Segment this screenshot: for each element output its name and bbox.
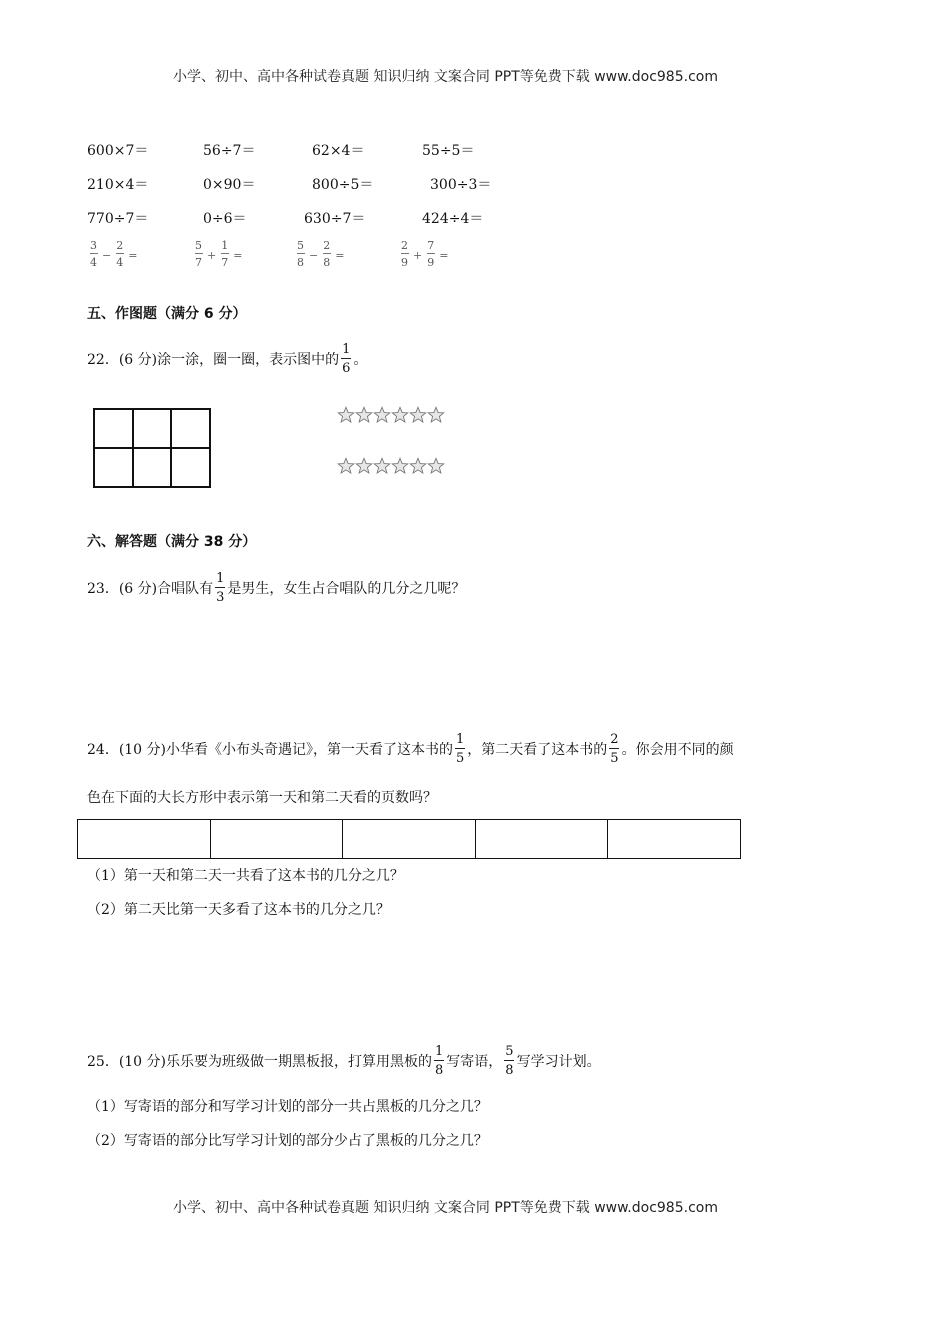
section-title: 六、解答题（满分 38 分） (87, 534, 257, 550)
grid-cell[interactable] (171, 448, 210, 487)
star-icon (409, 457, 427, 475)
shading-grid[interactable] (93, 408, 211, 488)
calc-item: 770÷7＝ (87, 211, 149, 227)
star-row (337, 457, 445, 475)
star-icon (373, 457, 391, 475)
question-25: 25．(10 分)乐乐要为班级做一期黑板报，打算用黑板的 $\frac{1}{8}$ 写寄语， $\frac{5}{8}$ 写学习计划。 (87, 1044, 601, 1078)
page-footer: 小学、初中、高中各种试卷真题 知识归纳 文案合同 PPT等免费下载 www.doc985.com (173, 1200, 718, 1216)
calc-item: 56÷7＝ (203, 143, 256, 159)
sub-question: （2）写寄语的部分比写学习计划的部分少占了黑板的几分之几？ (87, 1133, 488, 1149)
star-icon (355, 457, 373, 475)
grid-cell[interactable] (94, 409, 133, 448)
fraction-expression: $\frac{5}{7}$ + $\frac{1}{7}$ = (195, 239, 243, 269)
star-row (337, 406, 445, 424)
star-icon (355, 406, 373, 424)
calc-item: 600×7＝ (87, 143, 149, 159)
book-rectangle[interactable] (77, 819, 741, 859)
calc-item: 62×4＝ (312, 143, 365, 159)
star-icon (373, 406, 391, 424)
rectangle-segment[interactable] (476, 820, 609, 858)
calc-item: 55÷5＝ (422, 143, 475, 159)
grid-cell[interactable] (133, 448, 172, 487)
star-icon (391, 406, 409, 424)
star-icon (409, 406, 427, 424)
calc-item: 424÷4＝ (422, 211, 484, 227)
star-icon (337, 457, 355, 475)
calc-item: 0×90＝ (203, 177, 256, 193)
grid-cell[interactable] (133, 409, 172, 448)
section-title: 五、作图题（满分 6 分） (87, 306, 247, 322)
star-icon (427, 457, 445, 475)
sub-question: （2）第二天比第一天多看了这本书的几分之几？ (87, 902, 390, 918)
star-icon (337, 406, 355, 424)
sub-question: （1）第一天和第二天一共看了这本书的几分之几？ (87, 868, 404, 884)
fraction-expression: $\frac{2}{9}$ + $\frac{7}{9}$ = (401, 239, 449, 269)
sub-question: （1）写寄语的部分和写学习计划的部分一共占黑板的几分之几？ (87, 1099, 488, 1115)
calc-item: 210×4＝ (87, 177, 149, 193)
question-24-line2: 色在下面的大长方形中表示第一天和第二天看的页数吗？ (87, 790, 437, 806)
grid-cell[interactable] (94, 448, 133, 487)
rectangle-segment[interactable] (78, 820, 211, 858)
rectangle-segment[interactable] (211, 820, 344, 858)
question-24: 24．(10 分)小华看《小布头奇遇记》，第一天看了这本书的 $\frac{1}{5}$ ，第二天看了这本书的 $\frac{2}{5}$ 。你会用不同的颜 (87, 732, 734, 766)
calc-item: 0÷6＝ (203, 211, 247, 227)
fraction-expression: $\frac{5}{8}$ − $\frac{2}{8}$ = (297, 239, 345, 269)
star-icon (391, 457, 409, 475)
page-header: 小学、初中、高中各种试卷真题 知识归纳 文案合同 PPT等免费下载 www.doc985.com (173, 69, 718, 85)
question-22: 22．(6 分)涂一涂，圈一圈，表示图中的 $\frac{1}{6}$ 。 (87, 342, 368, 376)
calc-item: 630÷7＝ (304, 211, 366, 227)
rectangle-segment[interactable] (343, 820, 476, 858)
star-icon (427, 406, 445, 424)
grid-cell[interactable] (171, 409, 210, 448)
calc-item: 300÷3＝ (430, 177, 492, 193)
calc-item: 800÷5＝ (312, 177, 374, 193)
fraction-expression: $\frac{3}{4}$ − $\frac{2}{4}$ = (90, 239, 138, 269)
rectangle-segment[interactable] (608, 820, 740, 858)
question-23: 23．(6 分)合唱队有 $\frac{1}{3}$ 是男生，女生占合唱队的几分之几呢？ (87, 571, 466, 605)
